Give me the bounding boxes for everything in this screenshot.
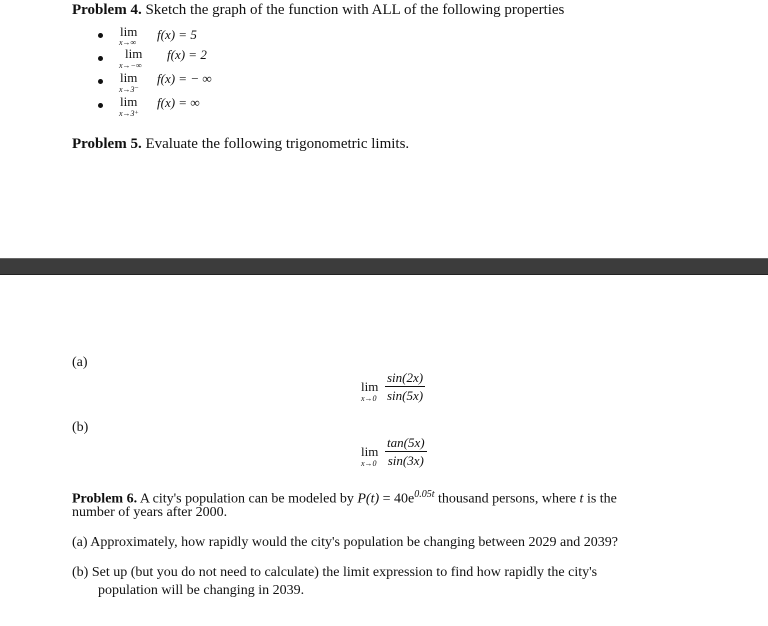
limit-4-sub: x→3⁺: [119, 109, 139, 118]
limit-4-lim: lim: [120, 94, 138, 109]
problem-6-text-pre: A city's population can be modeled by: [139, 491, 354, 507]
part-a-denominator: sin(5x): [387, 388, 424, 403]
part-a-fraction: [385, 370, 425, 403]
part-a-numerator: sin(2x): [387, 370, 424, 385]
problem-4-label: Problem 4.: [72, 2, 142, 18]
part-a-lim: lim: [361, 379, 379, 394]
limit-4-expr: f(x) = ∞: [157, 95, 200, 110]
problem-6-line-2: number of years after 2000.: [72, 505, 228, 520]
part-b-denominator: sin(3x): [387, 453, 424, 468]
limit-3-expr: f(x) = − ∞: [157, 71, 212, 86]
limit-1-sub: x→∞: [119, 38, 137, 47]
problem-6-part-a: (a) Approximately, how rapidly would the city's population be changing between 2029 and 2039?: [72, 535, 618, 550]
limit-2-lim: lim: [125, 46, 143, 61]
part-a-sub: x→0: [361, 394, 377, 403]
problem-6-text-post: thousand persons, where: [434, 491, 577, 507]
problem-4-text: Sketch the graph of the function with ALL of the following properties: [145, 2, 565, 18]
problem-6-formula-lhs: P(t): [357, 491, 380, 507]
limit-2-sub: x→−∞: [119, 61, 142, 70]
limit-3-sub: x→3⁻: [119, 85, 139, 94]
part-a-label: (a): [72, 355, 88, 370]
problem-6-part-b-line-2: population will be changing in 2039.: [98, 583, 305, 598]
limit-2-expr: f(x) = 2: [167, 47, 207, 62]
problem-6-t-var: t: [579, 491, 584, 507]
part-b-label: (b): [72, 420, 89, 435]
page-divider: [0, 258, 768, 275]
problem-6-label: Problem 6.: [72, 491, 138, 507]
problem-6-formula-eq: = 40e: [379, 491, 415, 507]
bullet-4: [98, 103, 103, 108]
limit-1-expr: f(x) = 5: [157, 27, 197, 42]
problem-5-label: Problem 5.: [72, 136, 142, 152]
bullet-2: [98, 56, 103, 61]
limit-3-lim: lim: [120, 70, 138, 85]
problem-4-heading: [72, 1, 564, 19]
part-b-sub: x→0: [361, 459, 377, 468]
problem-5-heading: [72, 135, 409, 153]
bullet-3: [98, 79, 103, 84]
problem-6-text-end: is the: [586, 491, 617, 507]
part-b-numerator: tan(5x): [387, 435, 425, 450]
part-b-fraction: [385, 435, 427, 468]
problem-5-text: Evaluate the following trigonometric limits.: [145, 136, 410, 152]
bullet-1: [98, 33, 103, 38]
limit-1-lim: lim: [120, 24, 138, 39]
problem-6-part-b-line-1: (b) Set up (but you do not need to calculate) the limit expression to find how rapidly the city's: [72, 565, 598, 580]
part-b-lim: lim: [361, 444, 379, 459]
problem-6-formula-exp: 0.05t: [414, 489, 435, 500]
